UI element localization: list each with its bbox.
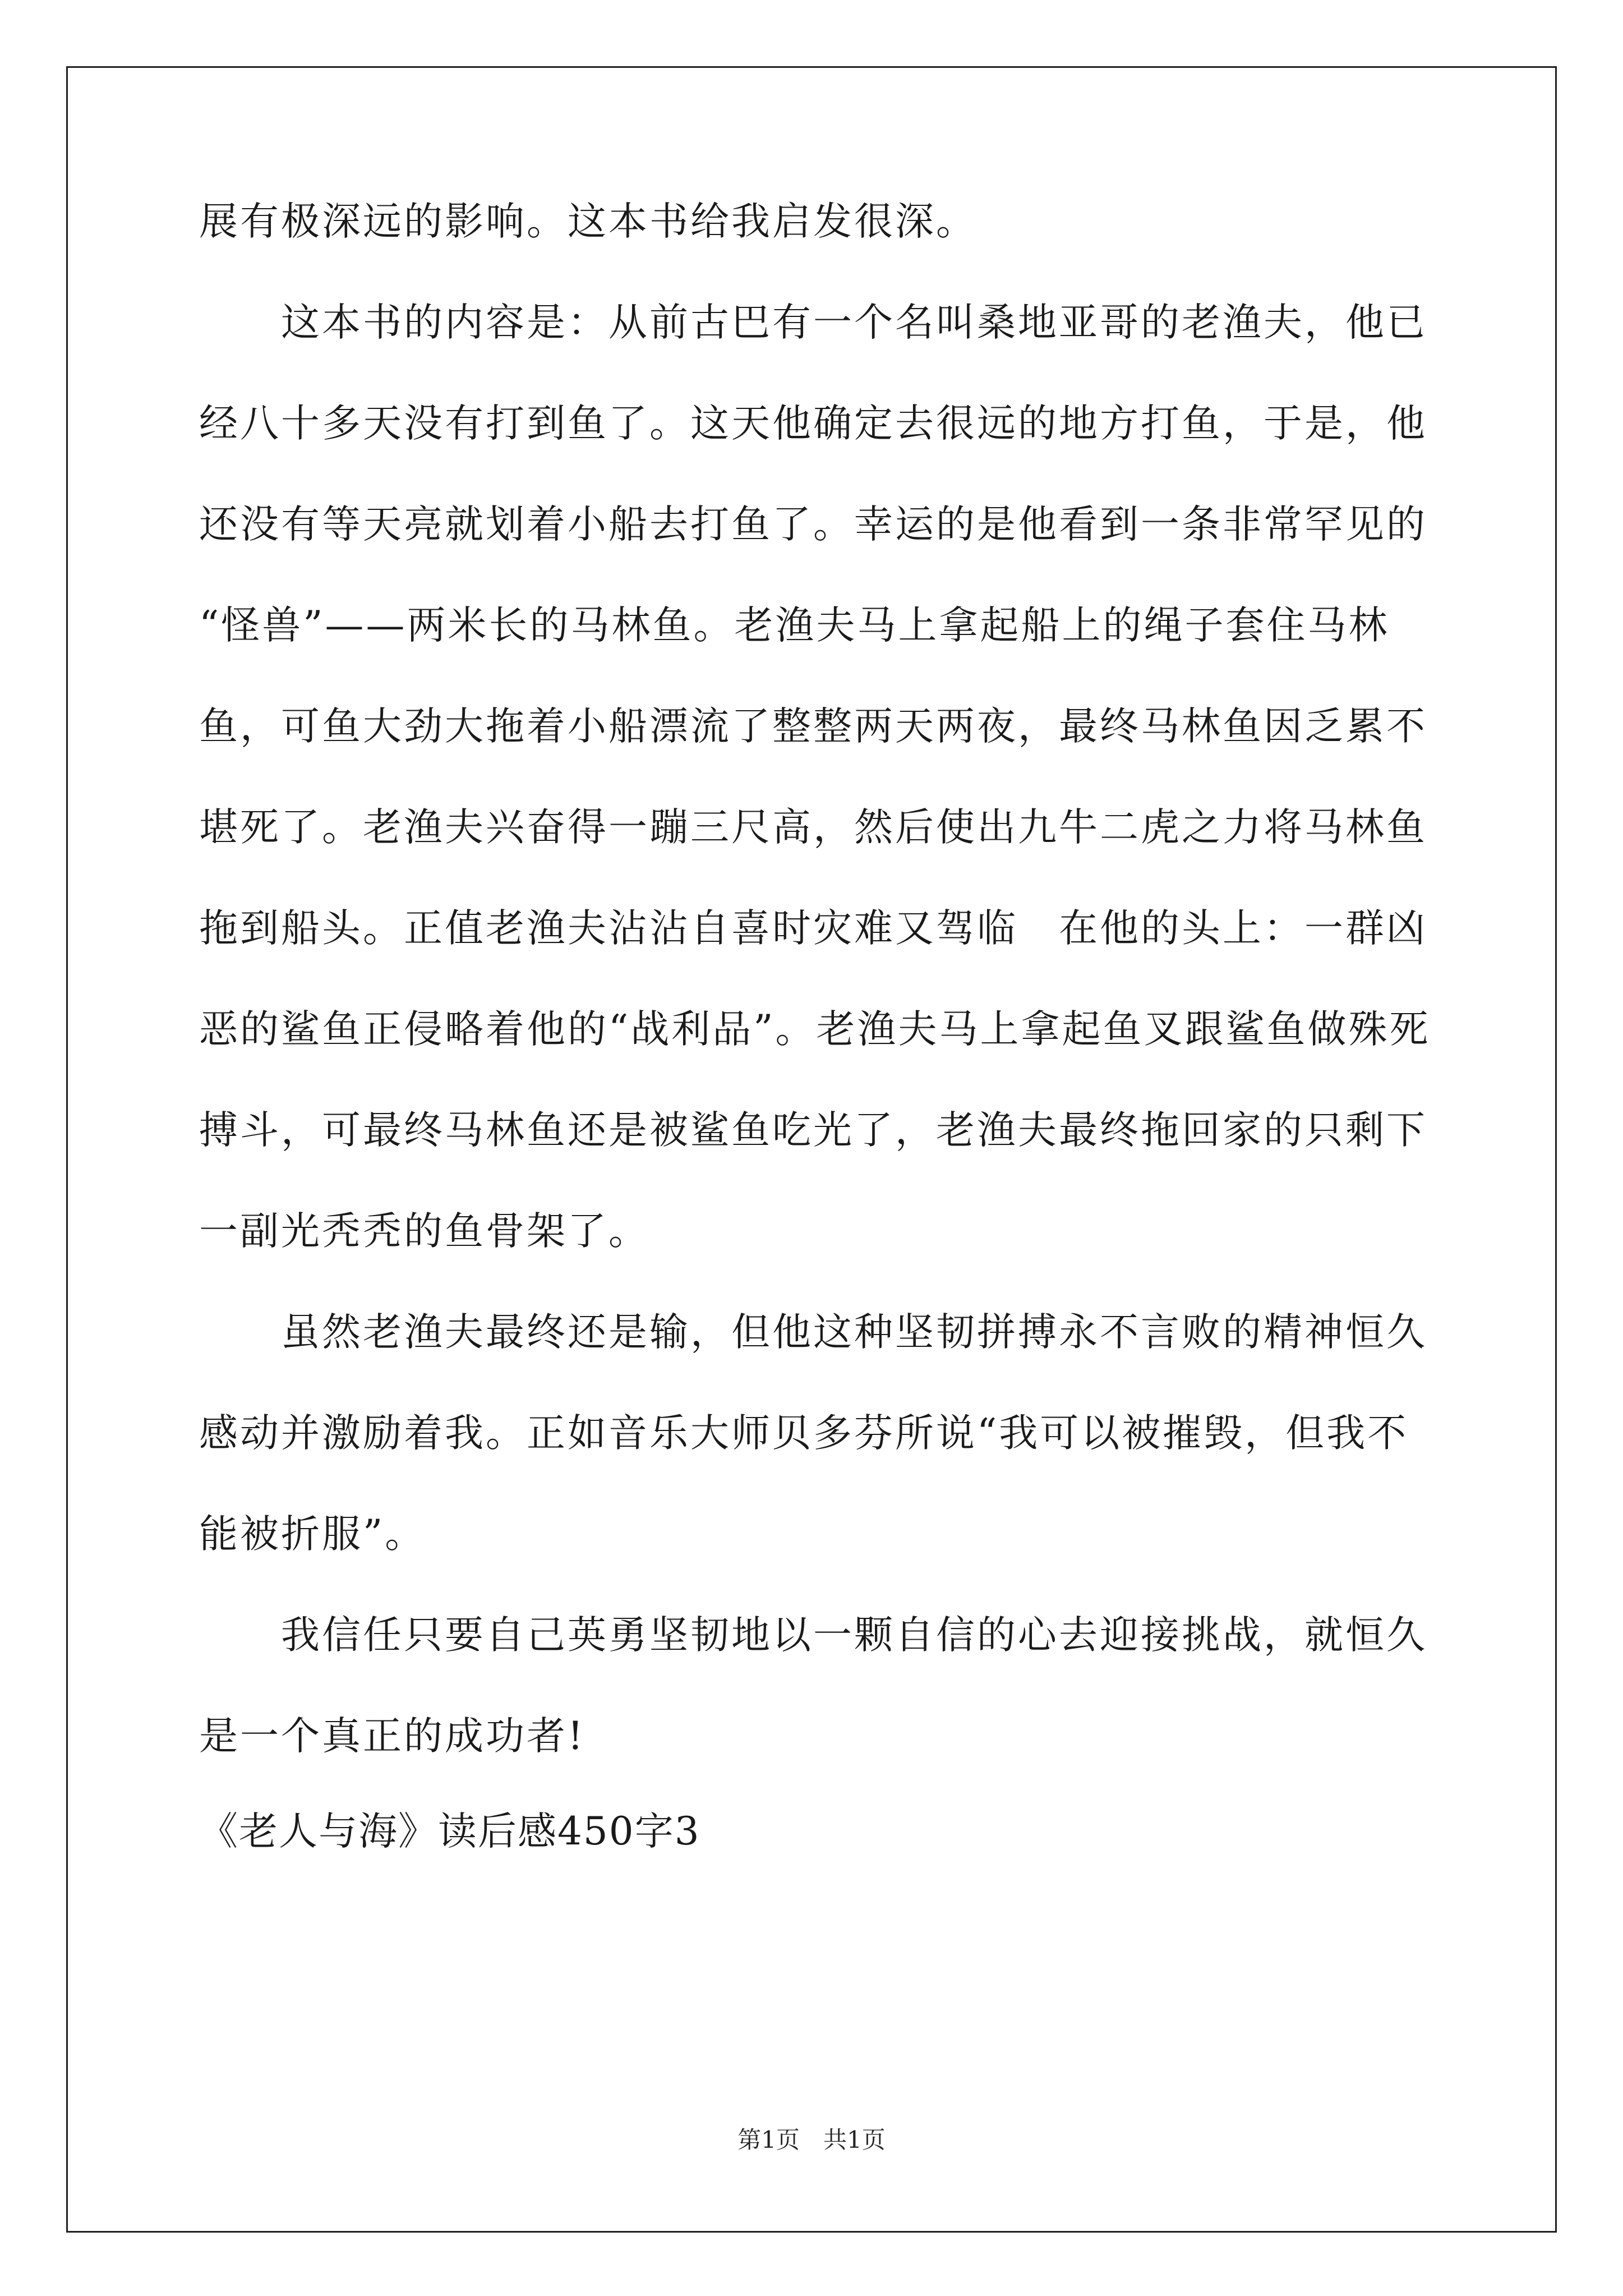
text-line: 搏斗，可最终马林鱼还是被鲨鱼吃光了，老渔夫最终拖回家的只剩下 (199, 1108, 1427, 1153)
text-line: 我信任只要自己英勇坚韧地以一颗自信的心去迎接挑战，就恒久 (281, 1613, 1427, 1658)
text-line: 感动并激励着我。正如音乐大师贝多芬所说“我可以被摧毁，但我不 (199, 1411, 1409, 1456)
text-line: 是一个真正的成功者! (199, 1714, 585, 1759)
text-line: 鱼，可鱼大劲大拖着小船漂流了整整两天两夜，最终马林鱼因乏累不 (199, 704, 1427, 749)
text-line: 这本书的内容是：从前古巴有一个名叫桑地亚哥的老渔夫，他已 (281, 300, 1427, 345)
text-line: 拖到船头。正值老渔夫沾沾自喜时灾难又驾临 在他的头上：一群凶 (199, 906, 1427, 951)
text-line: 展有极深远的影响。这本书给我启发很深。 (199, 199, 977, 244)
text-line: 堪死了。老渔夫兴奋得一蹦三尺高，然后使出九牛二虎之力将马林鱼 (199, 805, 1427, 850)
text-line: 能被折服”。 (199, 1512, 426, 1557)
text-line: 还没有等天亮就划着小船去打鱼了。幸运的是他看到一条非常罕见的 (199, 502, 1427, 547)
page-footer: 第1页 共1页 (737, 2126, 886, 2154)
text-line: 经八十多天没有打到鱼了。这天他确定去很远的地方打鱼，于是，他 (199, 401, 1427, 446)
text-line: 一副光秃秃的鱼骨架了。 (199, 1209, 649, 1254)
text-line: 恶的鲨鱼正侵略着他的“战利品”。老渔夫马上拿起鱼叉跟鲨鱼做殊死 (199, 1007, 1431, 1052)
section-heading: 《老人与海》读后感450字3 (199, 1809, 700, 1854)
document-body (199, 196, 1433, 1857)
text-line: “怪兽”——两米长的马林鱼。老渔夫马上拿起船上的绳子套住马林 (199, 603, 1390, 648)
text-line: 虽然老渔夫最终还是输，但他这种坚韧拼搏永不言败的精神恒久 (281, 1310, 1427, 1355)
